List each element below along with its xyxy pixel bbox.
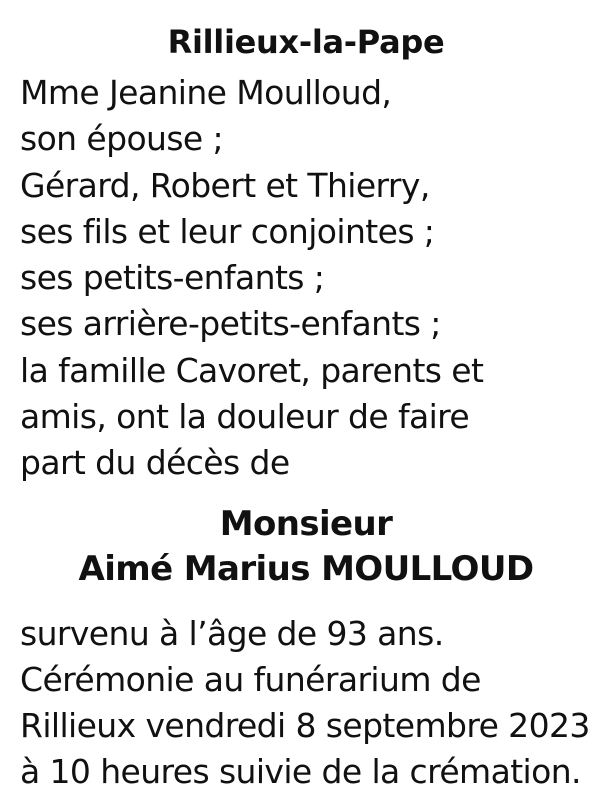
family-line: son épouse ; (20, 119, 224, 158)
family-line: part du décès de (20, 443, 290, 482)
city-heading: Rillieux-la-Pape (167, 23, 445, 61)
details-line: Cérémonie au funérarium de (20, 660, 481, 699)
family-line: Mme Jeanine Moulloud, (20, 73, 392, 112)
family-line: la famille Cavoret, parents et (20, 351, 484, 390)
details-line: Rillieux vendredi 8 septembre 2023 (20, 706, 590, 745)
family-line: ses fils et leur conjointes ; (20, 212, 435, 251)
details-line: survenu à l’âge de 93 ans. (20, 614, 444, 653)
family-line: ses arrière-petits-enfants ; (20, 304, 441, 343)
deceased-title: Monsieur (219, 504, 393, 544)
family-line: amis, ont la douleur de faire (20, 397, 470, 436)
details-line: à 10 heures suivie de la crémation. (20, 752, 581, 791)
family-line: ses petits-enfants ; (20, 258, 325, 297)
family-line: Gérard, Robert et Thierry, (20, 166, 430, 205)
deceased-name: Aimé Marius MOULLOUD (78, 549, 534, 589)
